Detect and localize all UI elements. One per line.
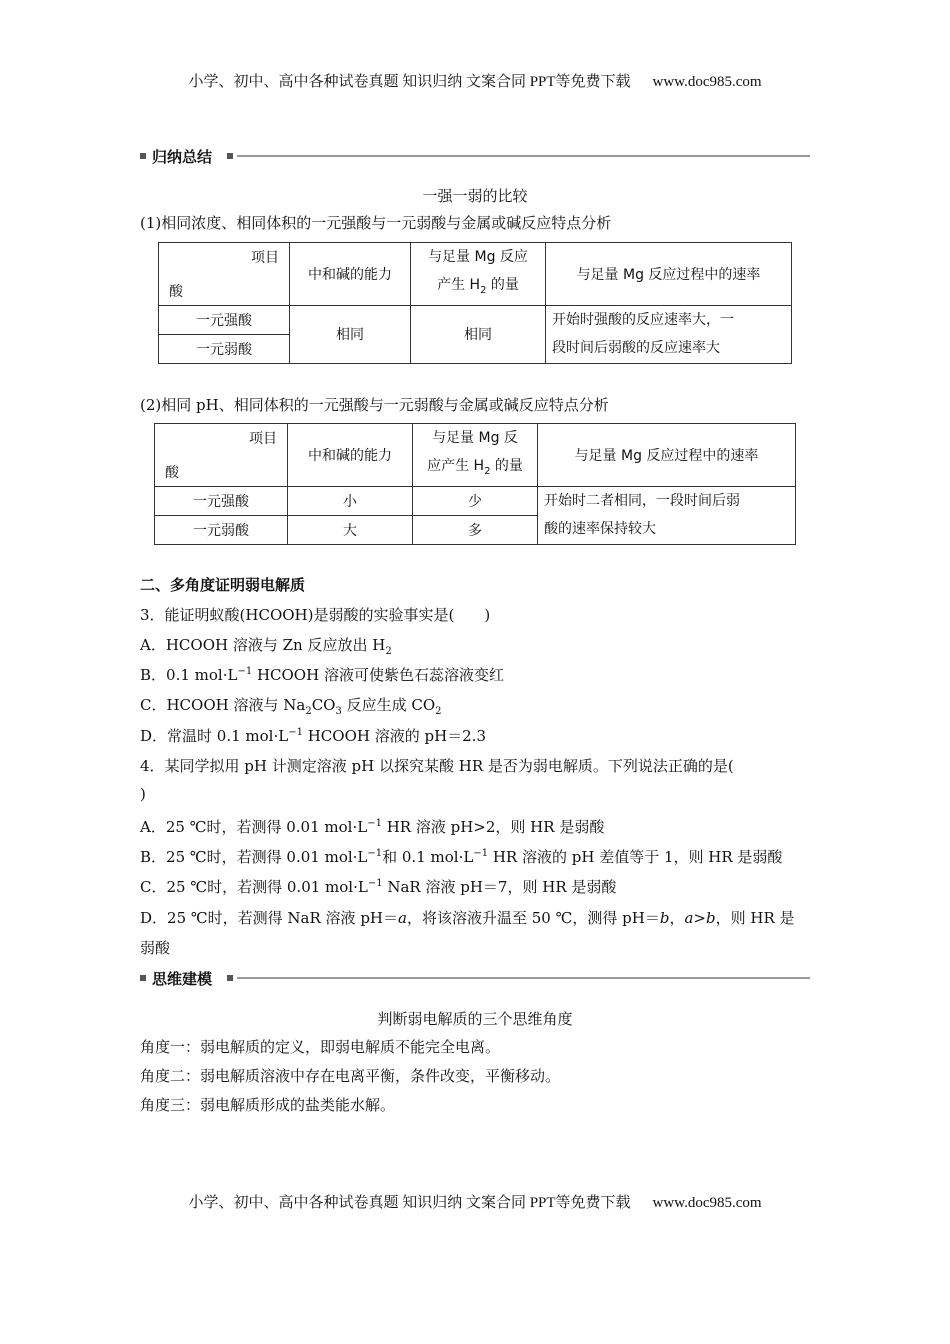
page-header	[0, 70, 950, 91]
table2-header-rate: 与足量 Mg 反应过程中的速率	[538, 424, 796, 487]
table1-same-neutralize: 相同	[290, 305, 411, 363]
table2-row-weak: 一元弱酸	[155, 515, 288, 544]
section-summary-label: 归纳总结	[152, 148, 213, 166]
square-bullet-icon	[140, 153, 146, 159]
table1-header-rate: 与足量 Mg 反应过程中的速率	[546, 243, 792, 306]
q4-option-c: C．25 ℃时，若测得 0.01 $mol\cdot L^{-1}$ NaR 溶液 pH＝7，则 HR 是弱酸	[140, 878, 617, 896]
table1-row-weak: 一元弱酸	[159, 334, 290, 363]
q3-option-a: A．HCOOH 溶液与 Zn 反应放出 $H_2$	[140, 636, 392, 657]
q4-option-b: B．25 ℃时，若测得 0.01 $mol\cdot L^{-1}$和 0.1 $mol\cdot L^{-1}$ HR 溶液的 pH 差值等于 1，则 HR 是弱酸	[140, 848, 783, 866]
q4-stem-end: )	[140, 785, 146, 803]
footer-text: 小学、初中、高中各种试卷真题 知识归纳 文案合同 PPT等免费下载	[188, 1195, 631, 1211]
section-summary-bar	[140, 146, 810, 166]
page-footer	[0, 1191, 950, 1212]
table1-rate-desc: 开始时强酸的反应速率大，一 段时间后弱酸的反应速率大	[546, 305, 792, 363]
modeling-title: 判断弱电解质的三个思维角度	[377, 1010, 573, 1028]
table1-same-h2: 相同	[411, 305, 546, 363]
section-modeling-label: 思维建模	[152, 970, 213, 988]
q4-option-a: A．25 ℃时，若测得 0.01 $mol\cdot L^{-1}$ HR 溶液 pH>2，则 HR 是弱酸	[140, 818, 605, 836]
q4-option-d: D．25 ℃时，若测得 NaR 溶液 pH＝a，将该溶液升温至 50 ℃，测得 pH＝b，a>b，则 HR 是	[140, 909, 795, 927]
header-text: 小学、初中、高中各种试卷真题 知识归纳 文案合同 PPT等免费下载	[188, 74, 631, 90]
square-bullet-icon	[227, 975, 233, 981]
angle-one: 角度一：弱电解质的定义，即弱电解质不能完全电离。	[140, 1038, 501, 1056]
q3-option-d: D．常温时 0.1 $mol\cdot L^{-1}$ HCOOH 溶液的 pH＝2.3	[140, 727, 487, 745]
table2-row-strong: 一元强酸	[155, 486, 288, 515]
table2-strong-neutralize: 小	[288, 486, 413, 515]
comparison-table-2	[154, 423, 796, 545]
table2-rate-desc: 开始时二者相同，一段时间后弱 酸的速率保持较大	[538, 486, 796, 544]
table2-header-neutralize: 中和碱的能力	[288, 424, 413, 487]
table1-row-strong: 一元强酸	[159, 305, 290, 334]
square-bullet-icon	[227, 153, 233, 159]
table2-weak-h2: 多	[413, 515, 538, 544]
comparison-title: 一强一弱的比较	[422, 187, 528, 205]
comparison-table-1	[158, 242, 792, 364]
section-divider	[237, 977, 810, 979]
square-bullet-icon	[140, 975, 146, 981]
table2-corner: 项目 酸	[155, 424, 288, 487]
table1-corner: 项目 酸	[159, 243, 290, 306]
footer-url[interactable]: www.doc985.com	[652, 1195, 762, 1211]
table1-header-neutralize: 中和碱的能力	[290, 243, 411, 306]
table2-weak-neutralize: 大	[288, 515, 413, 544]
table1-header-h2: 与足量 Mg 反应 产生 $H_2$ 的量	[411, 243, 546, 306]
section2-heading: 二、多角度证明弱电解质	[140, 576, 306, 594]
section-modeling-bar	[140, 968, 810, 988]
q3-option-c: C．HCOOH 溶液与 $Na_2CO_3$ 反应生成 $CO_2$	[140, 696, 442, 717]
section-divider	[237, 155, 810, 157]
part1-heading: (1)相同浓度、相同体积的一元强酸与一元弱酸与金属或碱反应特点分析	[140, 214, 612, 232]
angle-three: 角度三：弱电解质形成的盐类能水解。	[140, 1096, 396, 1114]
q3-option-b: B．0.1 $mol\cdot L^{-1}$ HCOOH 溶液可使紫色石蕊溶液变红	[140, 666, 504, 684]
q4-stem: 4．某同学拟用 pH 计测定溶液 pH 以探究某酸 HR 是否为弱电解质。下列说法正确的是(	[140, 757, 734, 775]
table2-header-h2: 与足量 Mg 反 应产生 $H_2$ 的量	[413, 424, 538, 487]
table2-strong-h2: 少	[413, 486, 538, 515]
q3-stem: 3．能证明蚁酸(HCOOH)是弱酸的实验事实是( )	[140, 606, 491, 624]
header-url[interactable]: www.doc985.com	[652, 74, 762, 90]
q4-option-d-cont: 弱酸	[140, 939, 171, 957]
angle-two: 角度二：弱电解质溶液中存在电离平衡，条件改变，平衡移动。	[140, 1067, 561, 1085]
part2-heading: (2)相同 pH、相同体积的一元强酸与一元弱酸与金属或碱反应特点分析	[140, 396, 609, 414]
